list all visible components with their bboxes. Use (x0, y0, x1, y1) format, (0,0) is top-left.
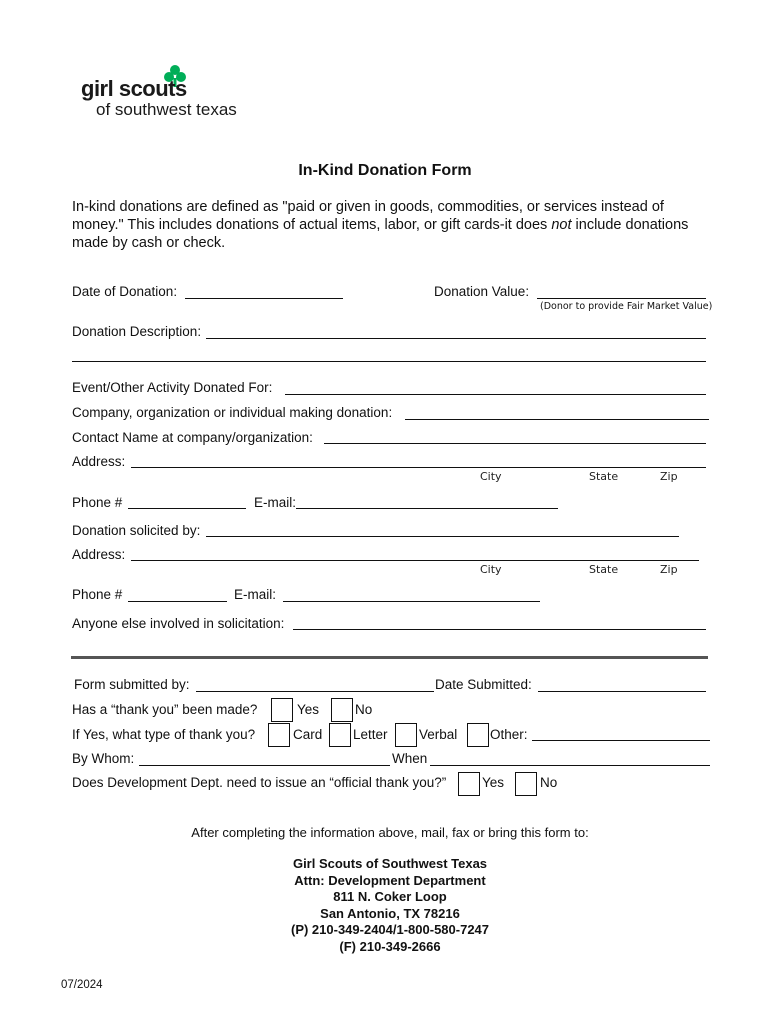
donation-description-label: Donation Description: (72, 324, 202, 339)
form-submitted-field[interactable] (196, 691, 434, 692)
when-label: When (392, 751, 428, 766)
company-label: Company, organization or individual making donation: (72, 405, 393, 420)
instructions-text: After completing the information above, mail, fax or bring this form to: (191, 825, 589, 840)
page-title: In-Kind Donation Form (298, 162, 472, 179)
phone-field-2[interactable] (128, 601, 227, 602)
other-field[interactable] (532, 740, 710, 741)
address-label-1: Address: (72, 454, 126, 469)
card-checkbox[interactable] (268, 723, 290, 747)
anyone-else-label: Anyone else involved in solicitation: (72, 616, 285, 631)
anyone-else-field[interactable] (293, 629, 706, 630)
solicited-by-field[interactable] (206, 536, 679, 537)
zip-caption-2: Zip (660, 563, 678, 576)
address-line-org: Girl Scouts of Southwest Texas (292, 856, 488, 871)
official-no-label: No (540, 775, 558, 790)
donation-value-field[interactable] (537, 298, 706, 299)
intro-emphasis: not (551, 217, 572, 233)
intro-text-2: include donations made by cash or check. (72, 217, 689, 251)
email-label-1: E-mail: (254, 495, 297, 510)
company-field[interactable] (405, 419, 709, 420)
city-caption-1: City (480, 470, 502, 483)
zip-caption-1: Zip (660, 470, 678, 483)
intro-text-1: In-kind donations are defined as "paid or given in goods, commodities, or services instead of money." This includes donations of actual items, labor, or gift cards-it does (72, 199, 664, 233)
contact-name-label: Contact Name at company/organization: (72, 430, 313, 445)
phone-field-1[interactable] (128, 508, 246, 509)
when-field[interactable] (430, 765, 710, 766)
thank-you-type-label: If Yes, what type of thank you? (72, 727, 256, 742)
logo-line-1: girl scouts (81, 76, 187, 101)
date-submitted-label: Date Submitted: (435, 677, 532, 692)
thank-you-yes-label: Yes (297, 702, 320, 717)
official-yes-label: Yes (482, 775, 505, 790)
footer-date: 07/2024 (61, 979, 103, 991)
address-line-phone: (P) 210-349-2404/1-800-580-7247 (290, 922, 490, 937)
email-field-1[interactable] (296, 508, 558, 509)
logo-line-2: of southwest texas (96, 100, 237, 119)
by-whom-label: By Whom: (72, 751, 135, 766)
official-no-checkbox[interactable] (515, 772, 537, 796)
date-of-donation-label: Date of Donation: (72, 284, 178, 299)
thank-you-yes-checkbox[interactable] (271, 698, 293, 722)
phone-label-1: Phone # (72, 495, 123, 510)
verbal-checkbox[interactable] (395, 723, 417, 747)
address-line-street: 811 N. Coker Loop (333, 889, 447, 904)
thank-you-no-label: No (355, 702, 373, 717)
intro-paragraph (72, 198, 712, 252)
other-checkbox[interactable] (467, 723, 489, 747)
address-line-attn: Attn: Development Department (294, 872, 486, 888)
verbal-label: Verbal (419, 727, 458, 742)
official-thank-you-label: Does Development Dept. need to issue an “official thank you?” (72, 775, 447, 790)
address-label-2: Address: (72, 547, 126, 562)
event-activity-label: Event/Other Activity Donated For: (72, 380, 273, 395)
state-caption-2: State (589, 563, 619, 576)
letter-checkbox[interactable] (329, 723, 351, 747)
state-caption-1: State (589, 470, 619, 483)
date-of-donation-field[interactable] (185, 298, 343, 299)
address-line-fax: (F) 210-349-2666 (339, 938, 441, 954)
city-caption-2: City (480, 563, 502, 576)
event-activity-field[interactable] (285, 394, 706, 395)
contact-name-field[interactable] (324, 443, 706, 444)
donation-value-note: (Donor to provide Fair Market Value) (540, 301, 713, 312)
donation-value-label: Donation Value: (434, 284, 530, 299)
address-field-1[interactable] (131, 467, 706, 468)
thank-you-made-label: Has a “thank you” been made? (72, 702, 258, 717)
date-submitted-field[interactable] (538, 691, 706, 692)
letter-label: Letter (353, 727, 388, 742)
phone-label-2: Phone # (72, 587, 123, 602)
official-yes-checkbox[interactable] (458, 772, 480, 796)
card-label: Card (293, 727, 323, 742)
address-field-2[interactable] (131, 560, 699, 561)
donation-description-field[interactable] (206, 338, 706, 339)
thank-you-no-checkbox[interactable] (331, 698, 353, 722)
email-label-2: E-mail: (234, 587, 277, 602)
other-label: Other: (490, 727, 528, 742)
mailing-address-block (240, 856, 540, 955)
by-whom-field[interactable] (139, 765, 390, 766)
email-field-2[interactable] (283, 601, 540, 602)
form-submitted-label: Form submitted by: (74, 677, 190, 692)
solicited-by-label: Donation solicited by: (72, 523, 201, 538)
donation-description-field-2[interactable] (72, 361, 706, 362)
section-divider (71, 656, 708, 659)
address-line-city: San Antonio, TX 78216 (320, 905, 460, 921)
